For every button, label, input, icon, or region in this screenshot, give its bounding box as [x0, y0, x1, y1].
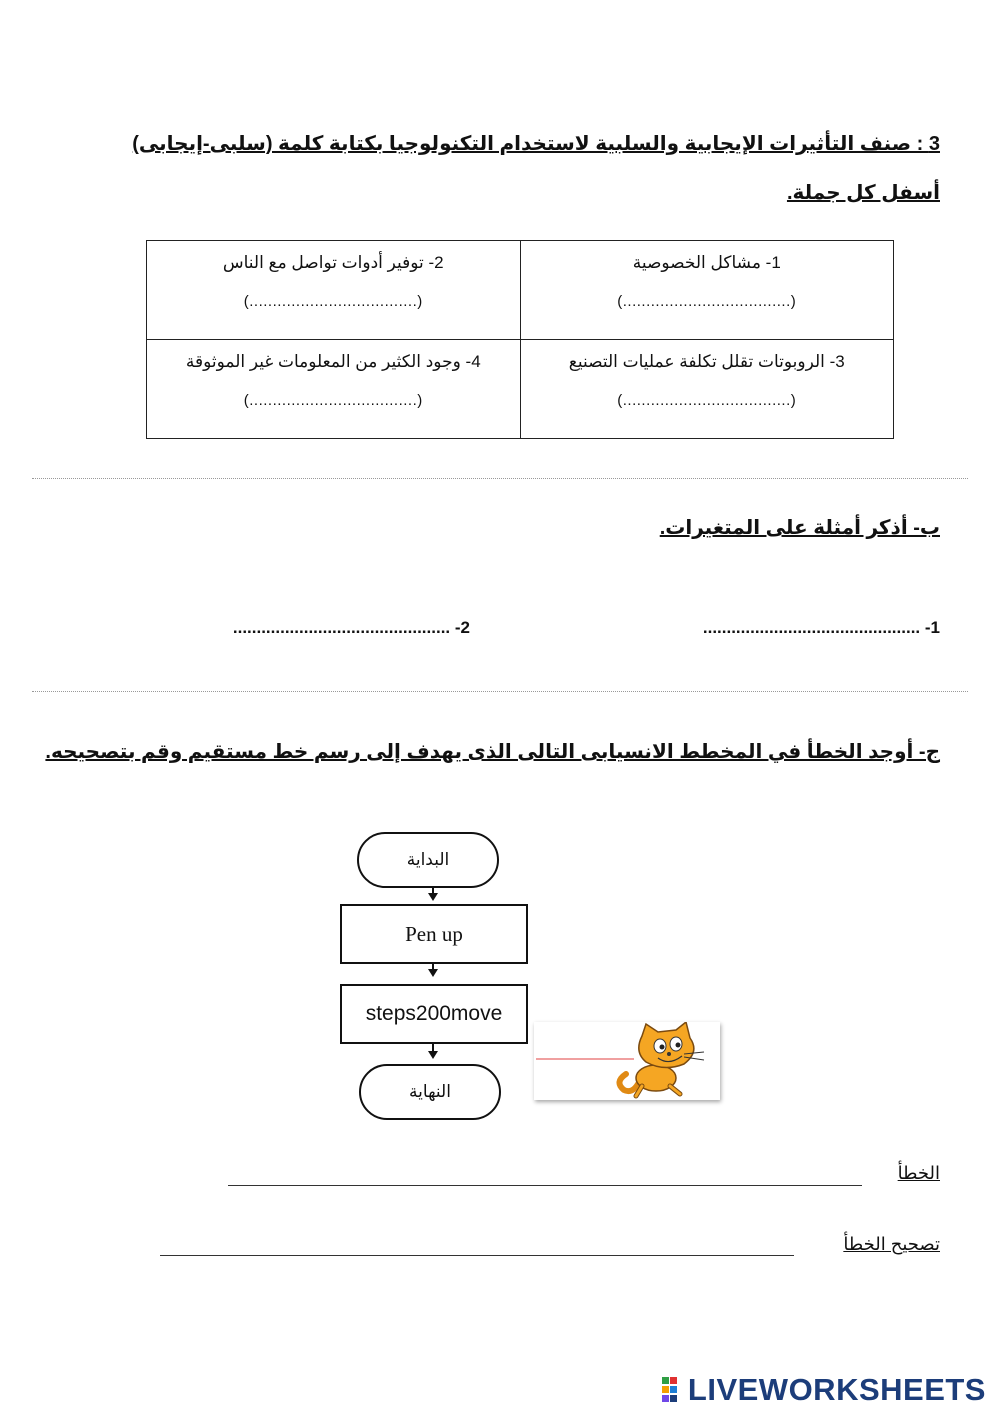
item-4-answer-blank[interactable]: (....................................): [243, 392, 423, 409]
correction-answer-line[interactable]: [160, 1255, 794, 1256]
arrow-head-icon: [428, 969, 438, 977]
section3-subtitle: أسفل كل جملة.: [786, 182, 940, 204]
sectionB-title: ب- أذكر أمثلة على المتغيرات.: [659, 517, 940, 539]
error-answer-line[interactable]: [228, 1185, 862, 1186]
correction-label: تصحيح الخطأ: [843, 1234, 940, 1254]
variable-example-1-blank[interactable]: 1- ..............................................: [702, 618, 940, 637]
item-3-text: 3- الروبوتات تقلل تكلفة عمليات التصنيع: [568, 352, 845, 371]
table-cell-1: [520, 241, 894, 340]
liveworksheets-logo: [662, 1372, 986, 1408]
table-cell-3: [520, 340, 894, 439]
flowchart-end: [359, 1064, 501, 1120]
sectionC-title: ج- أوجد الخطأ في المخطط الانسيابى التالى الذى يهدف إلى رسم خط مستقيم وقم بتصحيحه.: [45, 741, 940, 763]
table-cell-4: [147, 340, 521, 439]
item-2-answer-blank[interactable]: (....................................): [243, 293, 423, 310]
liveworksheets-logo-text: LIVEWORKSHEETS: [687, 1372, 986, 1407]
item-4-text: 4- وجود الكثير من المعلومات غير الموثوقة: [185, 352, 481, 371]
liveworksheets-grid-icon: [662, 1377, 686, 1403]
table-cell-2: [147, 241, 521, 340]
item-1-text: 1- مشاكل الخصوصية: [632, 253, 781, 272]
section3-title: 3 : صنف التأثيرات الإيجابية والسلبية لاستخدام التكنولوجيا بكتابة كلمة (سلبى-إيجابى): [132, 133, 940, 155]
arrow-head-icon: [428, 893, 438, 901]
flowchart-step-1-label: Pen up: [405, 921, 463, 946]
classification-table: [146, 240, 894, 439]
item-2-text: 2- توفير أدوات تواصل مع الناس: [222, 253, 444, 272]
flowchart-start: [357, 832, 499, 888]
arrow-head-icon: [428, 1051, 438, 1059]
scratch-cat-icon: [534, 1022, 720, 1100]
flowchart-step-pen-up: [340, 904, 528, 964]
item-1-answer-blank[interactable]: (....................................): [617, 293, 797, 310]
flowchart-step-move: [340, 984, 528, 1044]
flowchart-start-label: البداية: [406, 850, 450, 869]
flowchart-end-label: النهاية: [409, 1082, 451, 1101]
dotted-divider: [32, 691, 968, 692]
dotted-divider: [32, 478, 968, 479]
scratch-stage-image: [534, 1022, 720, 1100]
error-label: الخطأ: [897, 1163, 940, 1183]
flowchart-step-2-label: steps200move: [365, 1002, 503, 1025]
variable-example-2-blank[interactable]: 2- ..............................................: [232, 618, 470, 637]
item-3-answer-blank[interactable]: (....................................): [617, 392, 797, 409]
